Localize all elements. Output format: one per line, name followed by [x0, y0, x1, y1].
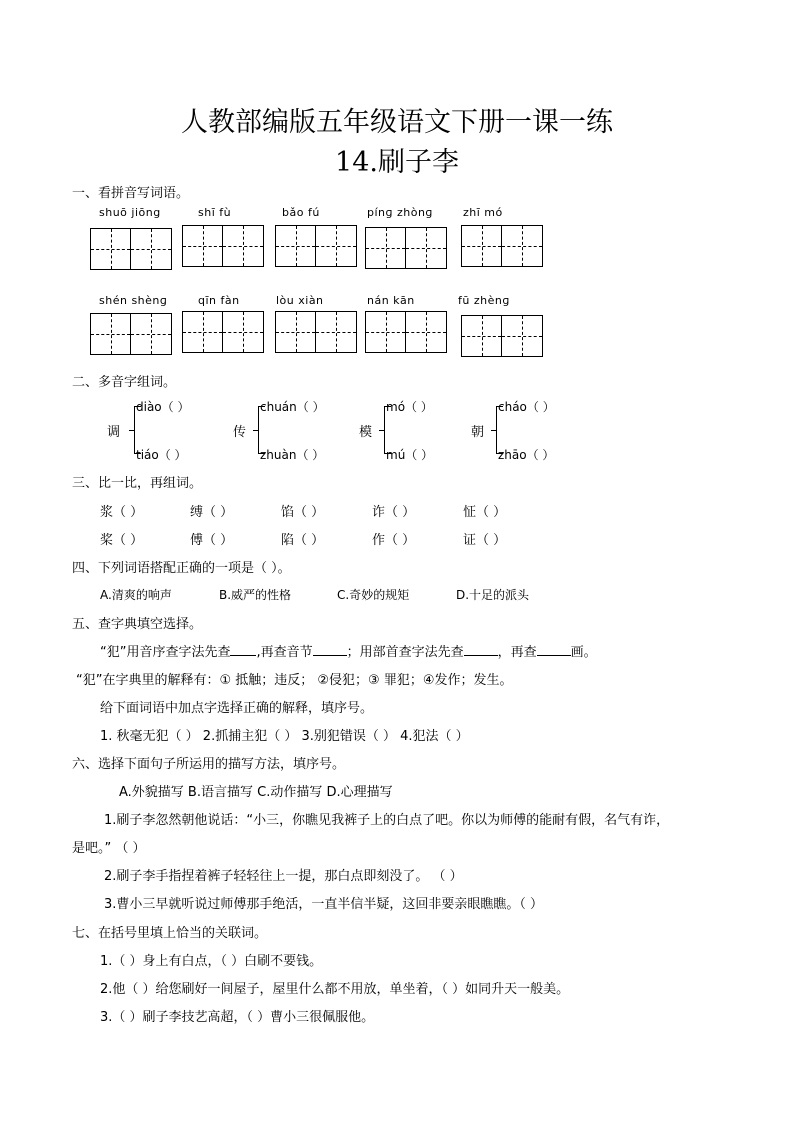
question-3: 3.曹小三早就听说过师傅那手绝活，一直半信半疑，这回非要亲眼瞧瞧。（ ）	[104, 897, 544, 912]
polyphone-top: diào（ ）	[136, 400, 190, 414]
pinyin-label: pínɡ zhònɡ	[367, 206, 433, 219]
section-3-heading: 三、比一比，再组词。	[72, 476, 203, 491]
writing-box[interactable]	[90, 228, 172, 270]
polyphone-char: 朝	[471, 425, 485, 440]
writing-box[interactable]	[461, 225, 543, 267]
choice-option: C.奇妙的规矩	[337, 588, 410, 602]
method-options: A.外貌描写 B.语言描写 C.动作描写 D.心理描写	[119, 785, 393, 800]
compare-item: 傅（ ）	[190, 533, 234, 548]
page-title: 人教部编版五年级语文下册一课一练	[181, 107, 613, 138]
conjunction-q1: 1.（ ）身上有白点，（ ）白刷不要钱。	[100, 954, 323, 969]
writing-box[interactable]	[461, 315, 543, 357]
polyphone-bottom: zhāo（ ）	[498, 448, 555, 462]
section-4-heading: 四、下列词语搭配正确的一项是（ ）。	[72, 561, 291, 576]
word-choices: 1. 秋毫无犯（ ） 2.抓捕主犯（ ） 3.别犯错误（ ） 4.犯法（ ）	[100, 729, 469, 744]
pinyin-label: bǎo fú	[282, 206, 320, 219]
compare-item: 怔（ ）	[463, 505, 507, 520]
polyphone-char: 调	[107, 425, 121, 440]
writing-box[interactable]	[365, 227, 447, 269]
compare-item: 作（ ）	[372, 533, 416, 548]
pinyin-label: zhī mó	[463, 206, 503, 219]
text-fragment: 画。	[570, 645, 597, 660]
pinyin-label: shén shènɡ	[99, 294, 168, 307]
lesson-title: 14.刷子李	[335, 147, 459, 178]
polyphone-char: 模	[359, 425, 373, 440]
text-fragment: ,再查音节	[256, 645, 313, 660]
answer-blank[interactable]	[537, 654, 571, 656]
writing-box[interactable]	[90, 313, 172, 355]
compare-item: 馅（ ）	[281, 505, 325, 520]
section-1-heading: 一、看拼音写词语。	[72, 186, 190, 201]
compare-item: 证（ ）	[463, 533, 507, 548]
choice-option: A.清爽的响声	[100, 588, 172, 602]
text-fragment: ；用部首查字法先查	[346, 645, 464, 660]
compare-item: 缚（ ）	[190, 505, 234, 520]
question-1-cont: 是吧。” （ ）	[72, 841, 146, 856]
brace	[384, 406, 385, 454]
pinyin-label: shuō jiōng	[99, 206, 161, 219]
pinyin-label: lòu xiàn	[276, 294, 324, 307]
polyphone-bottom: zhuàn（ ）	[260, 448, 325, 462]
conjunction-q2: 2.他（ ）给您刷好一间屋子，屋里什么都不用放，单坐着，（ ）如同升天一般美。	[100, 982, 570, 997]
polyphone-top: cháo（ ）	[498, 400, 555, 414]
section-7-heading: 七、在括号里填上恰当的关联词。	[72, 926, 268, 941]
writing-box[interactable]	[365, 311, 447, 353]
section-5-heading: 五、查字典填空选择。	[72, 617, 203, 632]
brace	[134, 406, 135, 454]
section-6-heading: 六、选择下面句子所运用的描写方法，填序号。	[72, 757, 346, 772]
brace	[496, 406, 497, 454]
dictionary-question	[100, 641, 597, 660]
writing-box[interactable]	[182, 311, 264, 353]
pinyin-label: fū zhènɡ	[458, 294, 510, 307]
text-fragment: ，再查	[497, 645, 537, 660]
question-2: 2.刷子李手指捏着裤子轻轻往上一提，那白点即刻没了。 （ ）	[104, 869, 463, 884]
compare-item: 桨（ ）	[100, 533, 144, 548]
compare-item: 诈（ ）	[372, 505, 416, 520]
pinyin-label: nán kān	[367, 294, 415, 307]
brace	[258, 406, 259, 454]
choice-option: B.威严的性格	[219, 588, 292, 602]
polyphone-top: chuán（ ）	[260, 400, 325, 414]
writing-box[interactable]	[182, 225, 264, 267]
instruction-text: 给下面词语中加点字选择正确的解释，填序号。	[100, 701, 374, 716]
pinyin-label: qīn fàn	[198, 294, 240, 307]
pinyin-label: shī fù	[198, 206, 232, 219]
answer-blank[interactable]	[313, 654, 347, 656]
polyphone-bottom: tiáo（ ）	[136, 448, 187, 462]
conjunction-q3: 3.（ ）刷子李技艺高超，（ ）曹小三很佩服他。	[100, 1010, 375, 1025]
compare-item: 陷（ ）	[281, 533, 325, 548]
choice-option: D.十足的派头	[456, 588, 530, 602]
compare-item: 浆（ ）	[100, 505, 144, 520]
text-fragment: “犯”用音序查字法先查	[100, 645, 231, 660]
section-2-heading: 二、多音字组词。	[72, 375, 177, 390]
polyphone-bottom: mú（ ）	[386, 448, 434, 462]
polyphone-top: mó（ ）	[386, 400, 433, 414]
answer-blank[interactable]	[230, 654, 256, 656]
polyphone-char: 传	[233, 425, 247, 440]
writing-box[interactable]	[275, 225, 357, 267]
answer-blank[interactable]	[464, 654, 498, 656]
definitions-text: “犯”在字典里的解释有：① 抵触；违反； ②侵犯；③ 罪犯；④发作；发生。	[76, 673, 513, 688]
writing-box[interactable]	[275, 311, 357, 353]
question-1: 1.刷子李忽然朝他说话：“小三，你瞧见我裤子上的白点了吧。你以为师傅的能耐有假，名气有诈，	[104, 813, 670, 828]
